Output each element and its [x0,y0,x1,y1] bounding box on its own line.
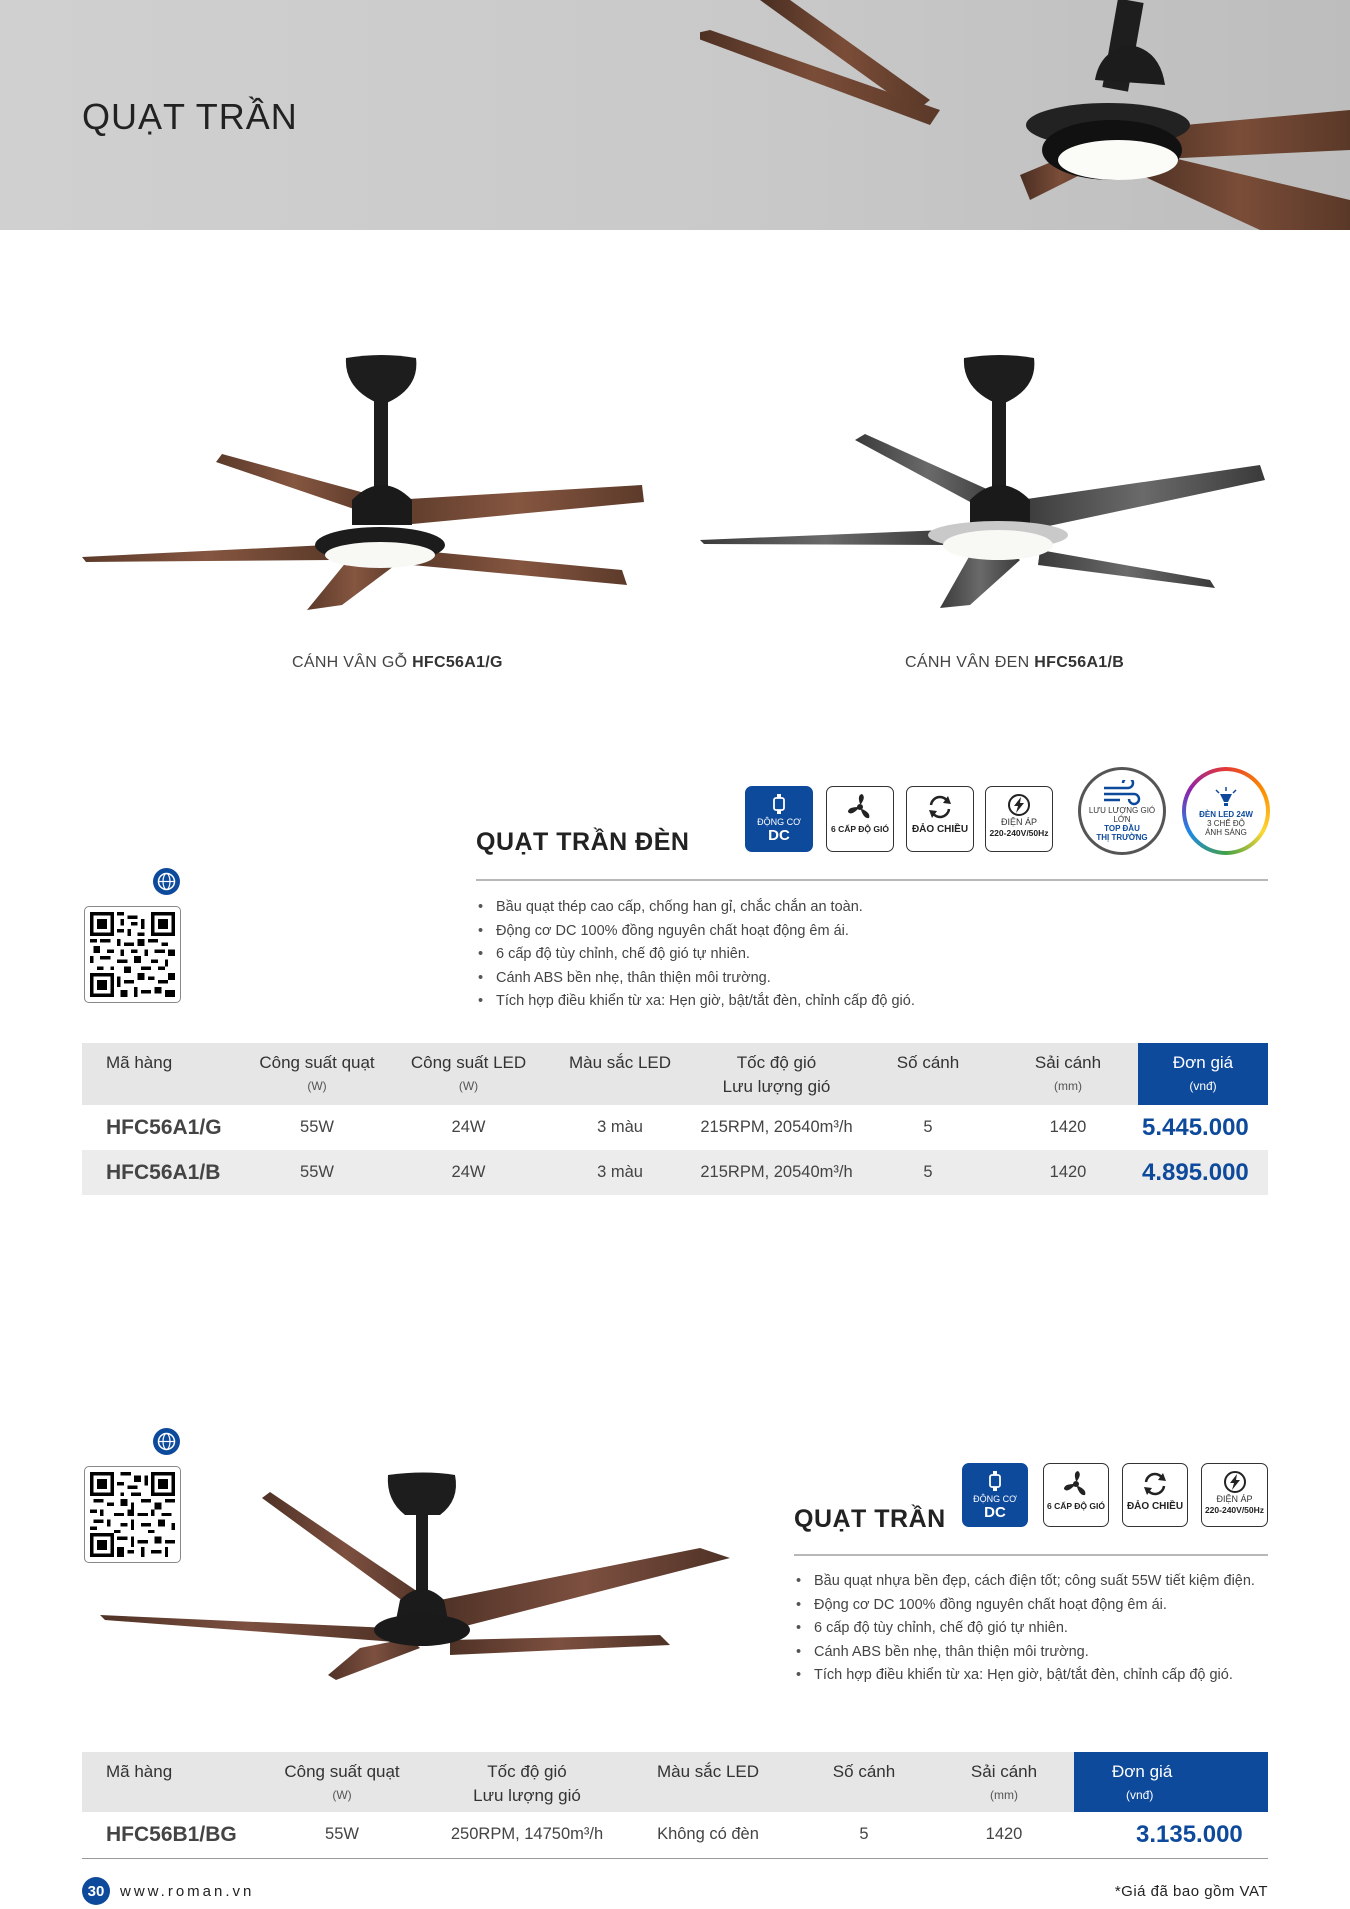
badge-label: ĐỘNG CƠ [973,1494,1017,1504]
badge-airflow [1078,767,1166,855]
badge-dc-motor [962,1463,1028,1527]
cell-led-power: 24W [451,1118,486,1136]
col-header [82,1752,252,1812]
product1-divider [476,879,1268,881]
badge-dc-motor [745,786,813,852]
fan-image-wood [82,350,652,620]
table-header-row [82,1043,1268,1105]
cell-led-color: 3 màu [545,1150,695,1195]
product2-title: QUẠT TRẦN [794,1505,946,1533]
header-label: Số cánh [832,1762,896,1781]
lightning-icon [1222,1470,1248,1494]
cell-price: 5.445.000 [1142,1113,1249,1141]
cell-blades: 5 [858,1150,998,1195]
header-unit: (W) [332,1788,352,1802]
feature-item: • 6 cấp độ tùy chỉnh, chế độ gió tự nhiên. [476,943,915,967]
header-label: Sải cánh [1034,1053,1102,1072]
reverse-icon [1140,1470,1170,1498]
header-unit: (mm) [990,1788,1018,1802]
feature-item: • Bầu quạt nhựa bền đẹp, cách điện tốt; công suất 55W tiết kiệm điện. [794,1570,1268,1594]
badge-label: 3 CHẾ ĐỘ [1207,818,1245,828]
header-fan-image [700,0,1350,230]
header-unit: (W) [307,1079,327,1093]
cell-speed: 250RPM, 14750m³/h [432,1812,622,1858]
cell-speed: 215RPM, 20540m³/h [700,1118,853,1136]
header-unit: (W) [458,1079,479,1093]
variant-label: CÁNH VÂN ĐEN [905,654,1030,671]
col-header [622,1752,794,1812]
website-link[interactable]: www.roman.vn [120,1883,255,1900]
header-label: Mã hàng [106,1762,173,1781]
page-number: 30 [82,1877,110,1905]
reverse-icon [925,793,955,821]
col-header [695,1043,858,1105]
header-label: Công suất LED [410,1053,527,1072]
badge-value: 220-240V/50Hz [989,828,1049,838]
header-label: Lưu lượng gió [722,1077,831,1096]
badge-label: 6 CẤP ĐỘ GIÓ [831,824,889,834]
feature-item: • Bầu quạt thép cao cấp, chống han gỉ, chắc chắn an toàn. [476,896,915,920]
variant-caption-black [905,654,1124,672]
col-header [1138,1043,1268,1105]
wind-icon [1102,780,1142,806]
cell-fan-power: 55W [300,1118,334,1136]
table-header-row [82,1752,1268,1812]
col-header [858,1043,998,1105]
feature-item: • Động cơ DC 100% đồng nguyên chất hoạt động êm ái. [476,920,915,944]
globe-icon[interactable] [153,868,180,895]
variant-code: HFC56A1/B [1034,654,1125,671]
lightning-icon [1006,793,1032,817]
badge-label: TOP ĐẦU [1104,824,1140,833]
vat-note: *Giá đã bao gồm VAT [1114,1883,1268,1900]
motor-icon [768,793,790,815]
header-label: Đơn giá [1172,1053,1234,1072]
badge-label: ÁNH SÁNG [1205,827,1247,837]
cell-blades: 5 [923,1118,933,1136]
header-label: Lưu lượng gió [473,1786,581,1805]
badge-label: LƯU LƯỢNG GIÓ LỚN [1088,806,1156,824]
product2-table [82,1752,1268,1859]
product2-features [794,1570,1268,1688]
header-label: Màu sắc LED [568,1053,672,1072]
cell-price: 4.895.000 [1138,1150,1268,1195]
feature-item: • 6 cấp độ tùy chỉnh, chế độ gió tự nhiên. [794,1617,1268,1641]
header-label: Màu sắc LED [656,1762,760,1781]
led-bulb-icon [1211,786,1241,810]
cell-code: HFC56A1/G [106,1115,222,1139]
product2-divider [794,1554,1268,1556]
header-label: Công suất quạt [259,1053,375,1072]
header-label: Đơn giá [1112,1762,1173,1781]
badge-label: ĐẢO CHIỀU [911,824,969,835]
product1-table [82,1043,1268,1195]
product1-title: QUẠT TRẦN ĐÈN [476,828,690,856]
col-header [934,1752,1074,1812]
cell-span: 1420 [1049,1118,1087,1136]
cell-span: 1420 [998,1150,1138,1195]
qr-code-icon [90,912,175,997]
cell-led-power: 24W [392,1150,545,1195]
col-header [392,1043,545,1105]
col-header [82,1043,242,1105]
badge-label: ĐÈN LED 24W [1199,809,1253,819]
cell-code: HFC56A1/B [82,1150,242,1195]
cell-fan-power: 55W [242,1150,392,1195]
cell-blades: 5 [794,1812,934,1858]
feature-item: • Tích hợp điều khiển từ xa: Hẹn giờ, bật/tắt đèn, chỉnh cấp độ gió. [794,1664,1268,1688]
badge-label: 6 CẤP ĐỘ GIÓ [1047,1501,1105,1511]
fan-blade-icon [845,793,875,821]
cell-span: 1420 [934,1812,1074,1858]
badge-fan-speeds [1043,1463,1109,1527]
header-label: Tốc độ gió [736,1053,817,1072]
badge-label: ĐẢO CHIỀU [1126,1501,1184,1512]
badge-fan-speeds [826,786,894,852]
cell-code: HFC56B1/BG [82,1812,252,1858]
feature-item: • Động cơ DC 100% đồng nguyên chất hoạt động êm ái. [794,1594,1268,1618]
header-unit: (vnđ) [1126,1788,1154,1802]
header-label: Tốc độ gió [487,1762,567,1781]
feature-item: • Cánh ABS bền nhẹ, thân thiện môi trường. [794,1641,1268,1665]
badge-value: DC [984,1504,1006,1521]
table-row [82,1150,1268,1195]
fan-image-hfc56b1 [100,1470,740,1690]
badge-value: 220-240V/50Hz [1204,1505,1265,1515]
header-band [0,0,1350,230]
feature-item: • Cánh ABS bền nhẹ, thân thiện môi trường. [476,967,915,991]
col-header [545,1043,695,1105]
cell-price: 3.135.000 [1074,1812,1268,1858]
fan-image-black [700,350,1270,620]
badge-label: ĐIỆN ÁP [1216,1494,1253,1504]
cell-speed: 215RPM, 20540m³/h [695,1150,858,1195]
col-header [1074,1752,1268,1812]
qr-code-product1[interactable] [84,906,181,1003]
fan-blade-icon [1061,1470,1091,1498]
badge-label: THỊ TRƯỜNG [1096,833,1148,842]
header-label: Sải cánh [970,1762,1038,1781]
badge-voltage [985,786,1053,852]
variant-label: CÁNH VÂN GỖ [292,654,408,671]
globe-icon[interactable] [153,1428,180,1455]
table-row [82,1105,1268,1150]
header-label: Mã hàng [106,1053,173,1072]
badge-value: DC [768,827,790,844]
motor-icon [984,1470,1006,1492]
badge-voltage [1201,1463,1268,1527]
header-unit: (mm) [1054,1079,1082,1093]
table-row [82,1812,1268,1858]
cell-led-color: Không có đèn [622,1812,794,1858]
col-header [252,1752,432,1812]
variant-code: HFC56A1/G [412,654,503,671]
badge-label: ĐỘNG CƠ [757,817,801,827]
header-label: Số cánh [896,1053,960,1072]
cell-led-color: 3 màu [597,1118,643,1136]
product1-features [476,896,915,1014]
badge-led [1182,767,1270,855]
col-header [998,1043,1138,1105]
feature-item: • Tích hợp điều khiển từ xa: Hẹn giờ, bật/tắt đèn, chỉnh cấp độ gió. [476,990,915,1014]
badge-label: ĐIỆN ÁP [1000,817,1037,827]
badge-reverse [1122,1463,1188,1527]
variant-caption-wood [292,654,503,672]
col-header [242,1043,392,1105]
badge-reverse [906,786,974,852]
col-header [432,1752,622,1812]
header-label: Công suất quạt [284,1762,400,1781]
col-header [794,1752,934,1812]
page-title: QUẠT TRẦN [82,96,298,137]
header-unit: (vnđ) [1189,1079,1217,1093]
cell-fan-power: 55W [252,1812,432,1858]
